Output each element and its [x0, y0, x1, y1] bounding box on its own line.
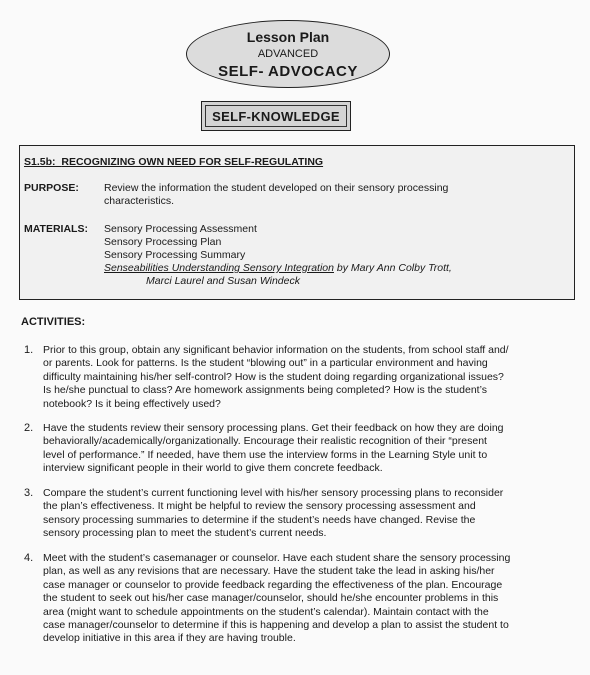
activity-item: [43, 422, 563, 476]
activity-line: Prior to this group, obtain any significant behavior information on the students, from school staff and/: [43, 344, 509, 356]
material-item: Sensory Processing Plan: [104, 236, 222, 248]
activity-line: the plan’s effectiveness. It might be helpful to review the sensory processing assessment and: [43, 500, 476, 513]
book-authors-continued: Marci Laurel and Susan Windeck: [146, 275, 300, 287]
material-item: Sensory Processing Assessment: [104, 223, 257, 235]
book-title: Senseabilities Understanding Sensory Integration: [104, 262, 334, 274]
unit-box: [201, 101, 351, 131]
level-label: ADVANCED: [257, 48, 319, 60]
purpose-text-line: Review the information the student developed on their sensory processing: [104, 182, 449, 194]
activity-item: [43, 344, 563, 411]
activity-line: case manager/counselor to determine if this is happening and develop a plan to assist the student to: [43, 619, 509, 632]
title-oval: [186, 20, 390, 88]
unit-label: SELF-KNOWLEDGE: [205, 105, 347, 127]
activity-item: [43, 552, 563, 646]
activity-number: 3.: [24, 487, 34, 499]
activity-line: case manager or counselor to provide feedback regarding the effectiveness of the plan. Encourage: [43, 578, 503, 591]
purpose-label: PURPOSE:: [24, 182, 79, 194]
activity-line: sensory processing summaries to determine if the student’s needs have changed. Revise the: [43, 513, 476, 526]
activity-line: develop initiative in this area if they are having trouble.: [43, 632, 296, 645]
book-authors: by Mary Ann Colby Trott,: [333, 262, 452, 274]
activity-number: 2.: [24, 422, 34, 434]
lesson-plan-title: Lesson Plan: [246, 29, 330, 45]
activity-line: Have the students review their sensory processing plans. Get their feedback on how they are doing: [43, 422, 504, 434]
activity-line: interview significant people in their world to give them concrete feedback.: [43, 462, 383, 475]
activity-line: Is he/she punctual to class? Are homework assignments being completed? How is the student’s: [43, 384, 487, 397]
activity-line: sensory processing plan to meet the student’s current needs.: [43, 527, 327, 540]
activity-line: level of performance.” If needed, have them use the interview forms in the Learning Style unit to: [43, 448, 488, 461]
lesson-code: S1.5b:: [24, 156, 56, 168]
activity-line: notebook? Is it being effectively used?: [43, 397, 221, 410]
material-book: [104, 262, 452, 274]
activity-line: area (might want to schedule appointments on the student’s calendar). Maintain contact with the: [43, 605, 489, 618]
activity-line: Meet with the student’s casemanager or counselor. Have each student share the sensory processing: [43, 552, 511, 564]
activity-number: 4.: [24, 552, 34, 564]
activity-line: plan, as well as any revisions that are necessary. Have the student take the lead in asking his/her: [43, 565, 495, 578]
purpose-text-line: characteristics.: [104, 195, 175, 207]
activities-heading: ACTIVITIES:: [21, 316, 86, 328]
activity-line: the student to seek out his/her case manager/counselor, should he/she encounter problems in this: [43, 592, 499, 605]
material-item: Sensory Processing Summary: [104, 249, 246, 261]
materials-label: MATERIALS:: [24, 223, 88, 235]
lesson-title: RECOGNIZING OWN NEED FOR SELF-REGULATING: [61, 156, 324, 168]
activity-line: Compare the student’s current functioning level with his/her sensory processing plans to reconsider: [43, 487, 504, 499]
activity-item: [43, 487, 563, 541]
activity-line: behaviorally/academically/organizationally. Encourage their realistic recognition of their “present: [43, 435, 487, 448]
activity-line: difficulty maintaining his/her self-control? How is the student doing regarding organizational issues?: [43, 370, 504, 383]
subject-label: SELF- ADVOCACY: [218, 63, 358, 80]
lesson-info-box: [19, 145, 575, 300]
lesson-heading: [24, 156, 323, 168]
activity-line: or parents. Look for patterns. Is the student “blowing out” in a particular environment and having: [43, 357, 488, 370]
activity-number: 1.: [24, 344, 34, 356]
